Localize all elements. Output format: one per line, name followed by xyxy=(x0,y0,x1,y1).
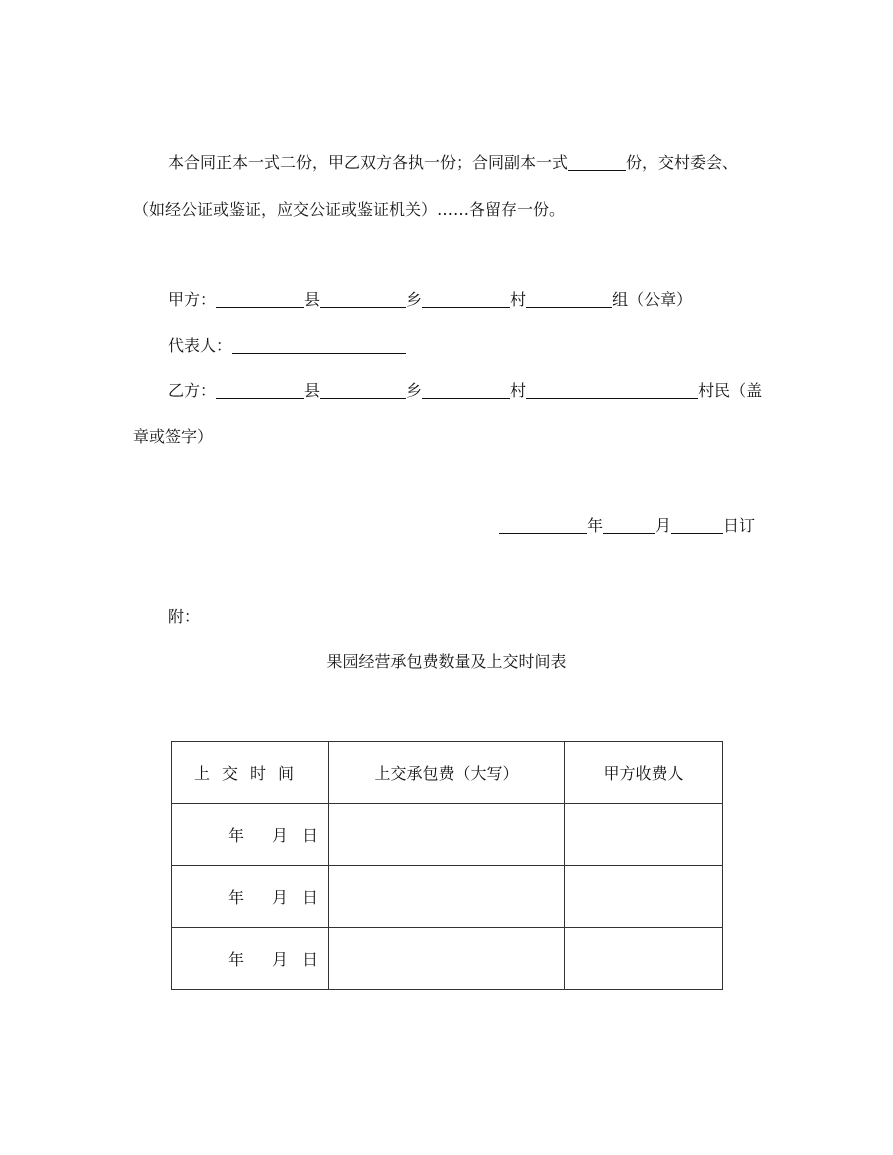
table-row xyxy=(172,866,723,928)
row-collector[interactable] xyxy=(565,866,723,928)
representative-blank[interactable] xyxy=(232,337,406,354)
row-fee-amount[interactable] xyxy=(329,866,565,928)
party-b-village-blank[interactable] xyxy=(422,382,510,399)
header-submit-time: 上交时间 xyxy=(172,742,329,804)
party-b-township-blank[interactable] xyxy=(320,382,406,399)
header-collector: 甲方收费人 xyxy=(565,742,723,804)
signed-month-blank[interactable] xyxy=(603,517,655,534)
copies-blank[interactable] xyxy=(568,154,626,171)
appendix-title: 果园经营承包费数量及上交时间表 xyxy=(326,652,567,671)
table-row xyxy=(172,804,723,866)
row-date[interactable]: 年 月 日 xyxy=(172,928,329,990)
signed-day-blank[interactable] xyxy=(671,517,723,534)
party-a-village-blank[interactable] xyxy=(422,291,510,308)
party-b-line-cont: 章或签字） xyxy=(133,427,214,446)
row-collector[interactable] xyxy=(565,928,723,990)
table-row xyxy=(172,928,723,990)
party-b-county-blank[interactable] xyxy=(216,382,304,399)
appendix-label: 附： xyxy=(168,607,201,626)
party-b-villager-blank[interactable] xyxy=(526,382,698,399)
header-fee-amount: 上交承包费（大写） xyxy=(329,742,565,804)
row-fee-amount[interactable] xyxy=(329,928,565,990)
party-a-township-blank[interactable] xyxy=(320,291,406,308)
fee-schedule-table xyxy=(171,741,723,990)
signed-year-blank[interactable] xyxy=(499,517,587,534)
table-header-row xyxy=(172,742,723,804)
row-fee-amount[interactable] xyxy=(329,804,565,866)
representative-line: 代表人： xyxy=(168,336,406,356)
row-date[interactable]: 年 月 日 xyxy=(172,804,329,866)
copies-paragraph-line1: 本合同正本一式二份，甲乙双方各执一份；合同副本一式 份，交村委会、 xyxy=(168,153,739,172)
party-b-line: 乙方： 县 乡 村 村民（盖 xyxy=(168,381,763,400)
party-a-group-blank[interactable] xyxy=(526,291,612,308)
signed-date: 年 月 日订 xyxy=(499,516,755,536)
row-date[interactable]: 年 月 日 xyxy=(172,866,329,928)
copies-paragraph-line2: （如经公证或鉴证，应交公证或鉴证机关）……各留存一份。 xyxy=(133,200,566,219)
party-a-county-blank[interactable] xyxy=(216,291,304,308)
party-a-line: 甲方： 县 乡 村 组（公章） xyxy=(168,290,693,309)
row-collector[interactable] xyxy=(565,804,723,866)
